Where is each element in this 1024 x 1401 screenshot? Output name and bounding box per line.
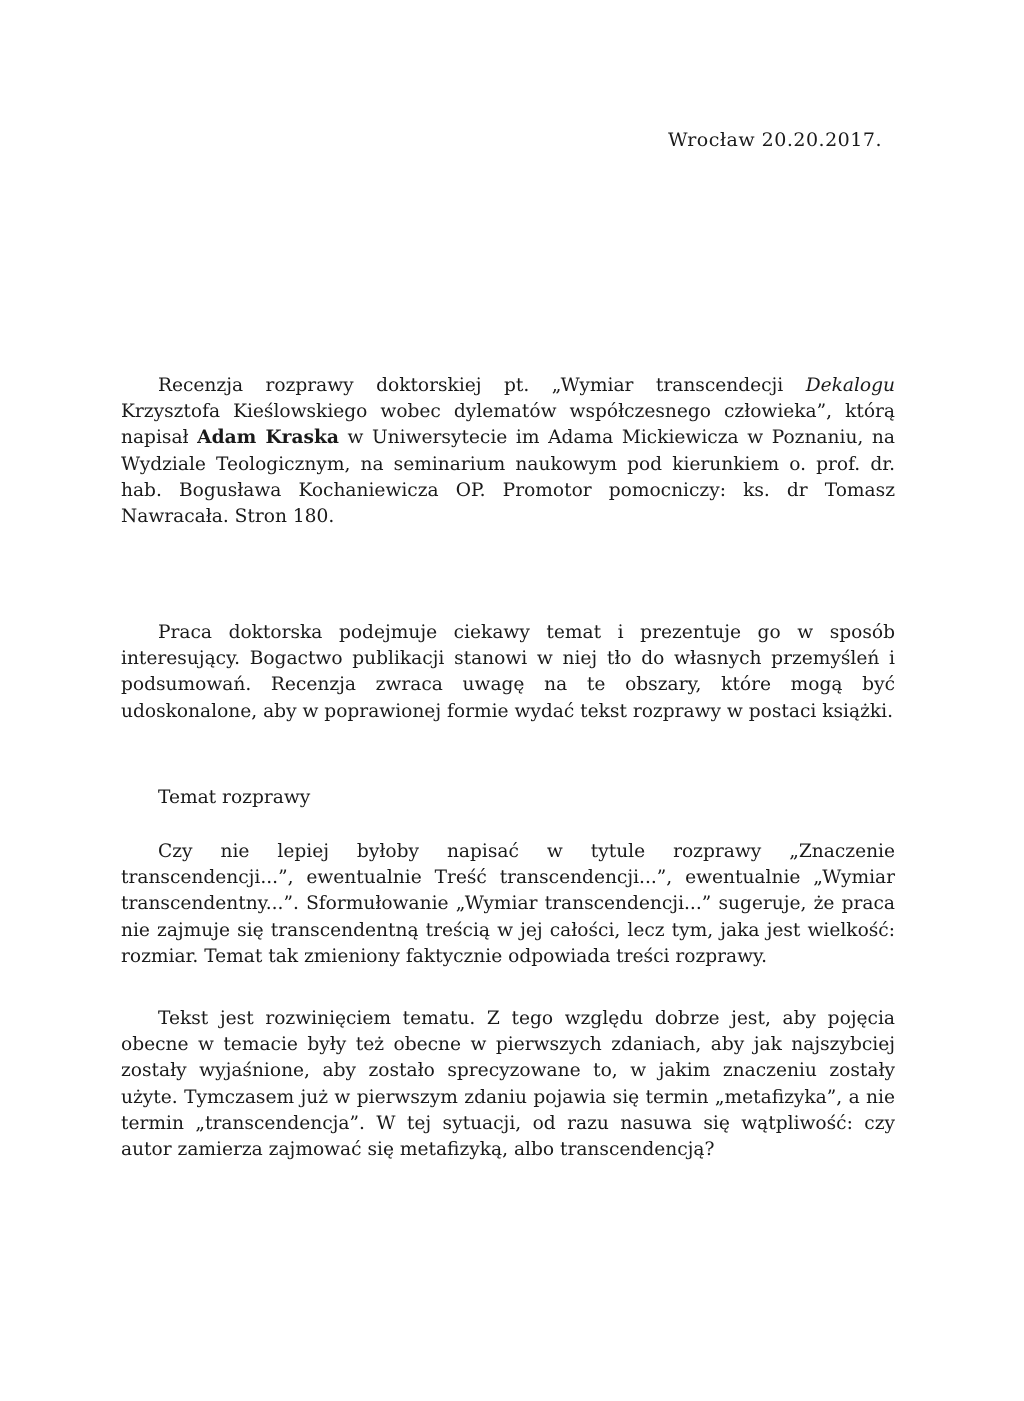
- intro-text-part1: Recenzja rozprawy doktorskiej pt. „Wymiar transcendecji: [158, 375, 806, 396]
- author-name: Adam Kraska: [197, 427, 339, 449]
- section-heading-temat: Temat rozprawy: [158, 787, 311, 808]
- temat-paragraph-1: Czy nie lepiej byłoby napisać w tytule rozprawy „Znaczenie transcendencji...”, ewentualnie Treść transcendencji...”, ewentualnie „Wymiar transcendentny...”. Sformułowanie „Wymiar transcendencji...” sugeruje, że praca nie zajmuje się transcendentną treścią w jej całości, lecz tym, jaka jest wielkość: rozmiar. Temat tak zmieniony faktycznie odpowiada treści rozprawy.: [121, 841, 895, 967]
- intro-text-part3: w Uniwersytecie im Adama Mickiewicza w Poznaniu, na Wydziale Teologicznym, na seminarium naukowym pod kierunkiem o. prof. dr. hab. Bogusława Kochaniewicza OP. Promotor pomocniczy: ks. dr Tomasz Nawracała. Stron 180.: [121, 427, 895, 528]
- dekalog-title: Dekalogu: [805, 375, 895, 396]
- document-date: Wrocław 20.20.2017.: [668, 129, 882, 151]
- intro-text-part2: Krzysztofa Kieślowskiego wobec dylematów współczesnego człowieka”, którą napisał: [121, 401, 895, 449]
- temat-paragraph-2: Tekst jest rozwinięciem tematu. Z tego względu dobrze jest, aby pojęcia obecne w temacie były też obecne w pierwszych zdaniach, aby jak najszybciej zostały wyjaśnione, aby zostało sprecyzowane to, w jakim znaczeniu zostały użyte. Tymczasem już w pierwszym zdaniu pojawia się termin „metafizyka”, a nie termin „transcendencja”. W tej sytuacji, od razu nasuwa się wątpliwość: czy autor zamierza zajmować się metafizyką, albo transcendencją?: [121, 1008, 895, 1161]
- summary-paragraph: Praca doktorska podejmuje ciekawy temat i prezentuje go w sposób interesujący. Bogactwo publikacji stanowi w niej tło do własnych przemyśleń i podsumowań. Recenzja zwraca uwagę na te obszary, które mogą być udoskonalone, aby w poprawionej formie wydać tekst rozprawy w postaci książki.: [121, 622, 895, 722]
- intro-paragraph: [121, 373, 895, 530]
